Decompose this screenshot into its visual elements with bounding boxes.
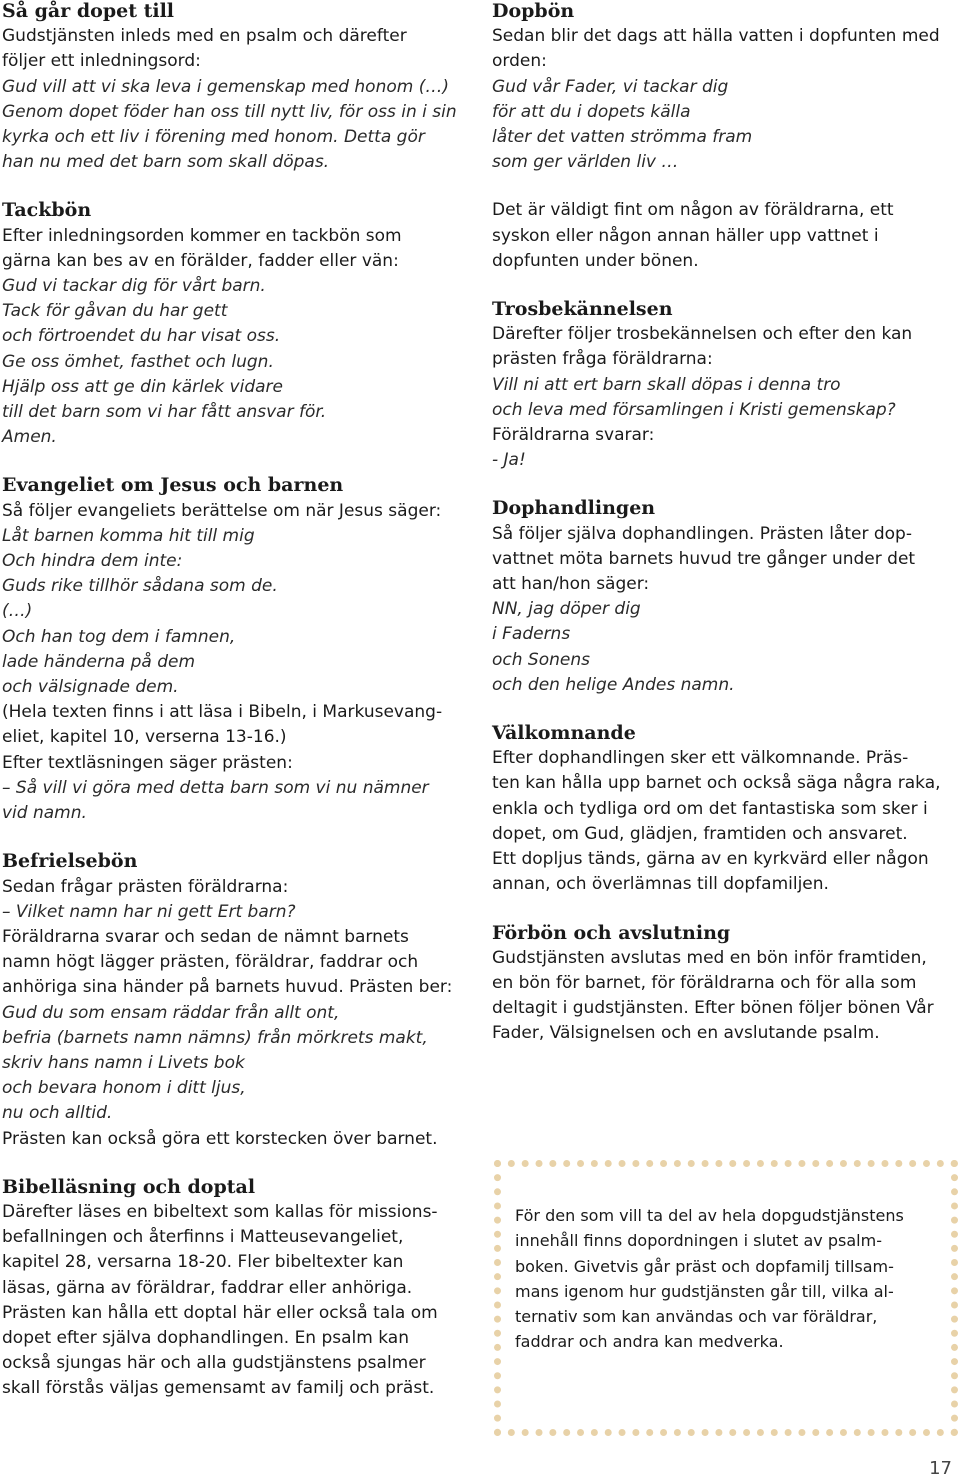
section-valkomnande <box>492 721 958 897</box>
section-body <box>2 499 472 827</box>
section-body <box>2 1200 472 1402</box>
italic-line: och välsignade dem. <box>2 677 179 698</box>
body-line: gärna kan bes av en förälder, fadder eller vän: <box>2 250 399 271</box>
italic-line: Hjälp oss att ge din kärlek vidare <box>2 376 283 397</box>
body-line: Efter textläsningen säger prästen: <box>2 752 293 773</box>
body-line: följer ett inledningsord: <box>2 51 201 72</box>
section-body <box>492 24 958 175</box>
body-line: att han/hon säger: <box>492 574 650 595</box>
section-body <box>2 224 472 451</box>
italic-line: Gud vill att vi ska leva i gemenskap med honom (…) <box>2 76 449 97</box>
body-line: eliet, kapitel 10, verserna 13-16.) <box>2 727 287 748</box>
italic-line: Tack för gåvan du har gett <box>2 301 228 322</box>
body-line: Det är väldigt fint om någon av föräldrarna, ett <box>492 200 894 221</box>
body-line: dopet efter själva dophandlingen. En psalm kan <box>2 1327 409 1348</box>
body-line: Så följer själva dophandlingen. Prästen låter dop- <box>492 523 912 544</box>
section-heading: Så går dopet till <box>2 0 175 22</box>
section-body <box>492 322 958 473</box>
body-line: Prästen kan hålla ett doptal här eller också tala om <box>2 1302 438 1323</box>
info-line: innehåll finns dopordningen i slutet av psalm- <box>515 1231 882 1251</box>
section-sa-gar-dopet-till <box>2 0 472 175</box>
section-heading: Välkomnande <box>492 722 636 745</box>
italic-line: han nu med det barn som skall döpas. <box>2 152 330 173</box>
body-line: dopfunten under bönen. <box>492 250 699 271</box>
info-line: mans igenom hur gudstjänsten går till, vilka al- <box>515 1281 894 1301</box>
section-heading: Dopbön <box>492 0 575 22</box>
italic-line: – Vilket namn har ni gett Ert barn? <box>2 901 296 922</box>
italic-line: nu och alltid. <box>2 1103 113 1124</box>
italic-line: befria (barnets namn nämns) från mörkrets makt, <box>2 1027 428 1048</box>
body-line: vattnet möta barnets huvud tre gånger under det <box>492 548 916 569</box>
section-heading: Evangeliet om Jesus och barnen <box>2 474 344 497</box>
italic-line: och förtroendet du har visat oss. <box>2 326 281 347</box>
body-line: Prästen kan också göra ett korstecken över barnet. <box>2 1128 438 1149</box>
body-line: anhöriga sina händer på barnets huvud. Prästen ber: <box>2 977 453 998</box>
body-line: Därefter följer trosbekännelsen och efter den kan <box>492 324 913 345</box>
body-line: skall förstås väljas gemensamt av familj och präst. <box>2 1378 435 1399</box>
info-box-text <box>515 1203 925 1355</box>
section-tackbon <box>2 198 472 450</box>
section-dopbon <box>492 0 958 175</box>
italic-line: Gud vår Fader, vi tackar dig <box>492 76 729 97</box>
section-befrielsebon <box>2 849 472 1151</box>
italic-line: Låt barnen komma hit till mig <box>2 525 255 546</box>
section-evangeliet <box>2 473 472 826</box>
info-line: boken. Givetvis går präst och dopfamilj tillsam- <box>515 1256 894 1276</box>
section-body <box>492 946 958 1047</box>
italic-line: kyrka och ett liv i förening med honom. Detta gör <box>2 127 425 148</box>
body-line: Fader, Välsignelsen och en avslutande psalm. <box>492 1023 880 1044</box>
section-body <box>492 522 958 698</box>
body-line: Efter inledningsorden kommer en tackbön som <box>2 225 402 246</box>
section-dopbon-note <box>492 198 958 274</box>
italic-line: Vill ni att ert barn skall döpas i denna tro <box>492 374 841 395</box>
section-heading: Befrielsebön <box>2 850 138 873</box>
body-line: Efter dophandlingen sker ett välkomnande. Präs- <box>492 748 909 769</box>
section-heading: Förbön och avslutning <box>492 921 731 944</box>
section-dophandlingen <box>492 496 958 698</box>
body-line: kapitel 28, versarna 18-20. Fler bibeltexter kan <box>2 1252 404 1273</box>
info-line: faddrar och andra kan medverka. <box>515 1332 784 1352</box>
body-line: deltagit i gudstjänsten. Efter bönen följer bönen Vår <box>492 998 934 1019</box>
section-body <box>2 875 472 1152</box>
body-line: ten kan hålla upp barnet och också säga några raka, <box>492 773 941 794</box>
italic-line: lade händerna på dem <box>2 651 196 672</box>
body-line: Sedan frågar prästen föräldrarna: <box>2 876 289 897</box>
page-number: 17 <box>929 1458 952 1479</box>
italic-line: Och han tog dem i famnen, <box>2 626 236 647</box>
italic-line: Ge oss ömhet, fasthet och lugn. <box>2 351 274 372</box>
section-forbon <box>492 921 958 1047</box>
italic-line: NN, jag döper dig <box>492 599 641 620</box>
body-line: prästen fråga föräldrarna: <box>492 349 713 370</box>
italic-line: skriv hans namn i Livets bok <box>2 1052 245 1073</box>
section-bibellasning <box>2 1175 472 1402</box>
section-heading: Tackbön <box>2 199 92 222</box>
italic-line: som ger världen liv … <box>492 152 679 173</box>
body-line: en bön för barnet, för föräldrarna och för alla som <box>492 972 917 993</box>
italic-line: – Så vill vi göra med detta barn som vi nu nämner <box>2 777 429 798</box>
italic-line: för att du i dopets källa <box>492 101 691 122</box>
italic-line: - Ja! <box>492 450 526 471</box>
italic-line: och leva med församlingen i Kristi gemenskap? <box>492 399 896 420</box>
italic-line: (…) <box>2 601 33 622</box>
italic-line: Genom dopet föder han oss till nytt liv, för oss in i sin <box>2 101 457 122</box>
section-trosbekannelsen <box>492 297 958 473</box>
section-body <box>492 198 958 274</box>
body-line: (Hela texten finns i att läsa i Bibeln, i Markusevang- <box>2 702 443 723</box>
italic-line: och bevara honom i ditt ljus, <box>2 1078 246 1099</box>
section-heading: Bibelläsning och doptal <box>2 1175 256 1198</box>
body-line: läsas, gärna av föräldrar, faddrar eller anhöriga. <box>2 1277 413 1298</box>
body-line: enkla och tydliga ord om det fantastiska som sker i <box>492 798 928 819</box>
italic-line: till det barn som vi har fått ansvar för. <box>2 402 327 423</box>
italic-line: vid namn. <box>2 803 87 824</box>
body-line: namn högt lägger prästen, föräldrar, faddrar och <box>2 952 419 973</box>
right-column <box>492 0 958 1070</box>
italic-line: och den helige Andes namn. <box>492 674 735 695</box>
italic-line: i Faderns <box>492 624 571 645</box>
body-line: också sjungas här och alla gudstjänstens psalmer <box>2 1353 426 1374</box>
body-line: syskon eller någon annan häller upp vattnet i <box>492 225 879 246</box>
section-heading: Dophandlingen <box>492 497 656 520</box>
body-line: annan, och överlämnas till dopfamiljen. <box>492 874 829 895</box>
body-line: Sedan blir det dags att hälla vatten i dopfunten med <box>492 26 940 47</box>
section-body <box>492 746 958 897</box>
italic-line: Guds rike tillhör sådana som de. <box>2 576 278 597</box>
body-line: Gudstjänsten inleds med en psalm och därefter <box>2 26 407 47</box>
body-line: Föräldrarna svarar: <box>492 425 655 446</box>
info-line: För den som vill ta del av hela dopgudstjänstens <box>515 1206 904 1225</box>
body-line: Gudstjänsten avslutas med en bön inför framtiden, <box>492 947 927 968</box>
italic-line: Gud du som ensam räddar från allt ont, <box>2 1002 340 1023</box>
info-line: ternativ som kan användas och var föräldrar, <box>515 1307 878 1327</box>
italic-line: Och hindra dem inte: <box>2 551 183 572</box>
body-line: dopet, om Gud, glädjen, framtiden och ansvaret. <box>492 823 908 844</box>
italic-line: Amen. <box>2 427 57 448</box>
body-line: Ett dopljus tänds, gärna av en kyrkvärd eller någon <box>492 849 929 870</box>
body-line: Föräldrarna svarar och sedan de nämnt barnets <box>2 926 409 947</box>
left-column <box>2 0 472 1425</box>
body-line: befallningen och återfinns i Matteusevangeliet, <box>2 1227 404 1248</box>
body-line: Därefter läses en bibeltext som kallas för missions- <box>2 1201 438 1222</box>
italic-line: och Sonens <box>492 649 590 670</box>
info-box <box>494 1160 958 1436</box>
body-line: Så följer evangeliets berättelse om när Jesus säger: <box>2 500 442 521</box>
section-body <box>2 24 472 175</box>
italic-line: låter det vatten strömma fram <box>492 127 753 148</box>
italic-line: Gud vi tackar dig för vårt barn. <box>2 276 266 297</box>
body-line: orden: <box>492 51 547 72</box>
section-heading: Trosbekännelsen <box>492 298 673 321</box>
